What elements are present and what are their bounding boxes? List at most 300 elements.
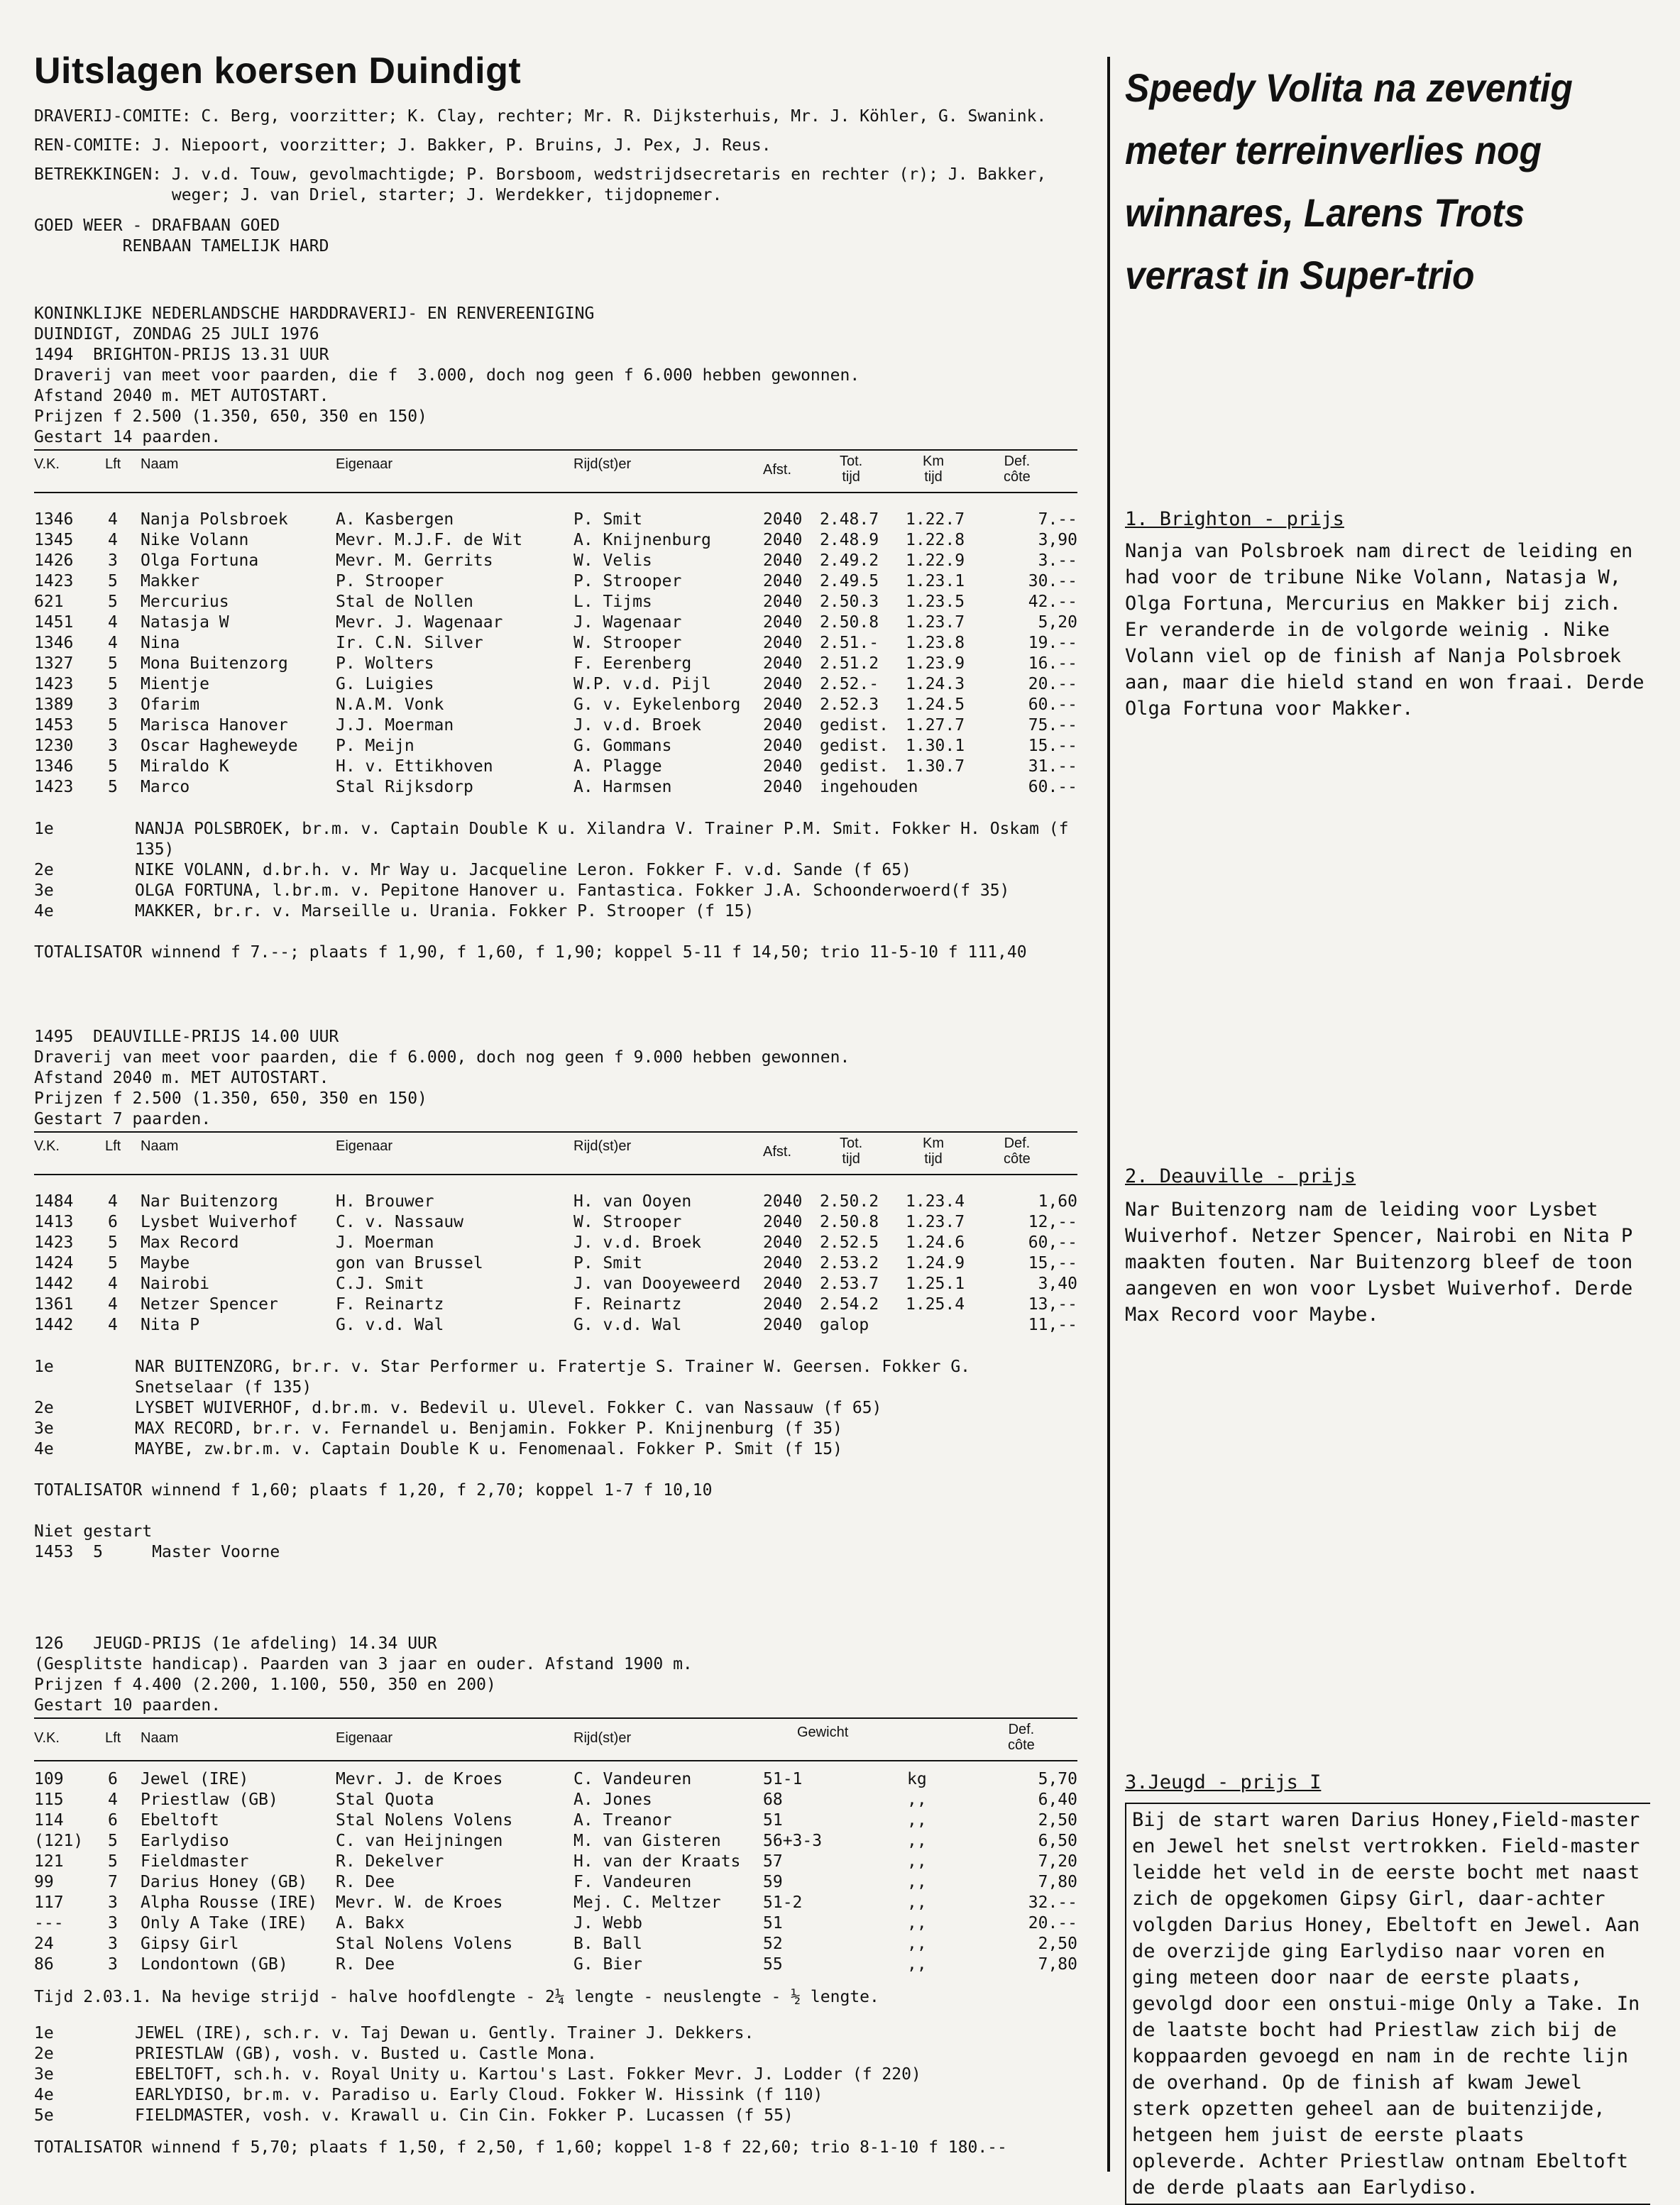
- cell-naam: Ebeltoft: [141, 1811, 219, 1830]
- cell-gewicht: 56+3-3: [763, 1832, 823, 1850]
- table-row: [34, 1935, 1092, 1955]
- cell-cote: 7,80: [1038, 1955, 1077, 1974]
- cell-vk: 86: [34, 1955, 54, 1974]
- cell-eigenaar: C.J. Smit: [336, 1275, 424, 1293]
- cell-cote: 19.--: [1028, 634, 1077, 652]
- cell-rijder: F. Reinartz: [573, 1295, 682, 1314]
- placing-row: [34, 819, 1092, 860]
- cell-gewicht: 59: [763, 1873, 783, 1891]
- cell-cote: 20.--: [1028, 675, 1077, 693]
- placing-text: MAKKER, br.r. v. Marseille u. Urania. Fokker P. Strooper (f 15): [135, 902, 754, 920]
- cell-km: 1.23.1: [906, 572, 965, 590]
- cell-tot: ingehouden: [820, 778, 918, 796]
- col-eigenaar: Eigenaar: [336, 456, 393, 472]
- cell-naam: Marisca Hanover: [141, 716, 288, 735]
- table-row: [34, 1811, 1092, 1832]
- meeting-line: DUINDIGT, ZONDAG 25 JULI 1976: [34, 325, 319, 343]
- cell-vk: 114: [34, 1811, 64, 1830]
- cell-gewicht: 51-2: [763, 1893, 803, 1912]
- placing-number: 5e: [34, 2106, 54, 2125]
- placing-text: EARLYDISO, br.m. v. Paradiso u. Early Cloud. Fokker W. Hissink (f 110): [135, 2086, 823, 2104]
- placing-text: NIKE VOLANN, d.br.h. v. Mr Way u. Jacqueline Leron. Fokker F. v.d. Sande (f 65): [135, 861, 911, 879]
- cell-lft: 4: [108, 1316, 118, 1334]
- cell-eigenaar: H. v. Ettikhoven: [336, 757, 493, 776]
- cell-tot: 2.50.2: [820, 1192, 879, 1211]
- cell-eigenaar: R. Dee: [336, 1955, 395, 1974]
- cell-cote: 7,20: [1038, 1852, 1077, 1871]
- placing-row: [34, 901, 1092, 922]
- race-jeugd: [34, 1634, 1092, 2158]
- cell-rijder: P. Strooper: [573, 572, 682, 590]
- cell-eigenaar: C. van Heijningen: [336, 1832, 503, 1850]
- report-heading-brighton: 1. Brighton - prijs: [1125, 508, 1344, 530]
- cell-rijder: F. Vandeuren: [573, 1873, 692, 1891]
- cell-eigenaar: N.A.M. Vonk: [336, 695, 444, 714]
- col-rijder: Rijd(st)er: [573, 456, 632, 472]
- cell-gewicht: 57: [763, 1852, 783, 1871]
- table-row: [34, 1316, 1092, 1336]
- race-header-line: 1495 DEAUVILLE-PRIJS 14.00 UUR: [34, 1028, 339, 1046]
- table-row: [34, 1914, 1092, 1935]
- cell-eigenaar: A. Kasbergen: [336, 510, 454, 529]
- column-divider: [1107, 57, 1110, 2172]
- col-vk: V.K.: [34, 1730, 60, 1746]
- race-header-line: (Gesplitste handicap). Paarden van 3 jaar en ouder. Afstand 1900 m.: [34, 1655, 693, 1673]
- race-deauville: [34, 1027, 1092, 1563]
- col-km: Km tijd: [923, 453, 944, 485]
- cell-afst: 2040: [763, 634, 803, 652]
- cell-lft: 5: [108, 593, 118, 611]
- cell-afst: 2040: [763, 654, 803, 673]
- cell-lft: 7: [108, 1873, 118, 1891]
- cell-lft: 6: [108, 1770, 118, 1788]
- race-header-line: Prijzen f 2.500 (1.350, 650, 350 en 150): [34, 407, 427, 426]
- cell-vk: 1451: [34, 613, 74, 632]
- cell-afst: 2040: [763, 716, 803, 735]
- headline-line: verrast in Super-trio: [1125, 253, 1475, 297]
- cell-cote: 60.--: [1028, 695, 1077, 714]
- cell-lft: 3: [108, 1935, 118, 1953]
- cell-naam: Gipsy Girl: [141, 1935, 239, 1953]
- cell-afst: 2040: [763, 613, 803, 632]
- cell-eigenaar: H. Brouwer: [336, 1192, 434, 1211]
- cell-naam: Natasja W: [141, 613, 229, 632]
- cell-naam: Darius Honey (GB): [141, 1873, 308, 1891]
- cell-afst: 2040: [763, 737, 803, 755]
- cell-naam: Alpha Rousse (IRE): [141, 1893, 318, 1912]
- report-heading-deauville: 2. Deauville - prijs: [1125, 1165, 1356, 1187]
- cell-km: 1.23.4: [906, 1192, 965, 1211]
- cell-afst: 2040: [763, 1295, 803, 1314]
- placing-number: 3e: [34, 881, 54, 900]
- cell-tot: gedist.: [820, 757, 889, 776]
- cell-naam: Priestlaw (GB): [141, 1791, 278, 1809]
- cell-tot: 2.52.3: [820, 695, 879, 714]
- race-header-line: Draverij van meet voor paarden, die f 6.000, doch nog geen f 9.000 hebben gewonnen.: [34, 1048, 850, 1067]
- cell-tot: gedist.: [820, 737, 889, 755]
- col-cote: Def. côte: [1008, 1722, 1035, 1753]
- cell-naam: Nanja Polsbroek: [141, 510, 288, 529]
- cell-vk: 1423: [34, 675, 74, 693]
- table-row: [34, 593, 1092, 613]
- cell-rijder: J. v.d. Broek: [573, 1233, 702, 1252]
- cell-cote: 7,80: [1038, 1873, 1077, 1891]
- cell-eigenaar: P. Meijn: [336, 737, 414, 755]
- col-eigenaar: Eigenaar: [336, 1730, 393, 1746]
- not-started-entry: 1453 5 Master Voorne: [34, 1543, 280, 1561]
- cell-vk: (121): [34, 1832, 84, 1850]
- cell-tot: 2.48.9: [820, 531, 879, 549]
- race-header-line: 1494 BRIGHTON-PRIJS 13.31 UUR: [34, 346, 329, 364]
- placing-number: 4e: [34, 2086, 54, 2104]
- cell-unit: ,,: [907, 1832, 927, 1850]
- cell-lft: 6: [108, 1213, 118, 1231]
- table-header: [34, 452, 1092, 490]
- cell-km: 1.23.9: [906, 654, 965, 673]
- race-header-line: Prijzen f 4.400 (2.200, 1.100, 550, 350 en 200): [34, 1676, 496, 1694]
- cell-km: 1.22.8: [906, 531, 965, 549]
- headline: [1125, 57, 1664, 307]
- cell-tot: 2.50.3: [820, 593, 879, 611]
- table-row: [34, 757, 1092, 778]
- cell-vk: 1424: [34, 1254, 74, 1272]
- placing-row: [34, 1398, 1092, 1419]
- race-header-line: Draverij van meet voor paarden, die f 3.000, doch nog geen f 6.000 hebben gewonnen.: [34, 366, 860, 385]
- cell-eigenaar: G. v.d. Wal: [336, 1316, 444, 1334]
- cell-km: 1.24.6: [906, 1233, 965, 1252]
- cell-tot: 2.51.-: [820, 634, 879, 652]
- placing-number: 1e: [34, 2024, 54, 2042]
- col-eigenaar: Eigenaar: [336, 1138, 393, 1154]
- cell-tot: 2.49.2: [820, 551, 879, 570]
- placing-row: [34, 2023, 1092, 2044]
- cell-rijder: W. Velis: [573, 551, 652, 570]
- table-row: [34, 613, 1092, 634]
- placing-text: MAYBE, zw.br.m. v. Captain Double K u. Fenomenaal. Fokker P. Smit (f 15): [135, 1440, 842, 1458]
- cell-lft: 3: [108, 551, 118, 570]
- col-naam: Naam: [141, 1730, 179, 1746]
- cell-rijder: G. Bier: [573, 1955, 642, 1974]
- cell-tot: 2.53.2: [820, 1254, 879, 1272]
- cell-lft: 3: [108, 1914, 118, 1932]
- table-row: [34, 1770, 1092, 1791]
- placing-row: [34, 1357, 1092, 1398]
- cell-eigenaar: Mevr. J. de Kroes: [336, 1770, 503, 1788]
- cell-afst: 2040: [763, 1213, 803, 1231]
- cell-km: 1.22.7: [906, 510, 965, 529]
- officials-line: REN-COMITE: J. Niepoort, voorzitter; J. Bakker, P. Bruins, J. Pex, J. Reus.: [34, 136, 772, 155]
- placing-text: NANJA POLSBROEK, br.m. v. Captain Double K u. Xilandra V. Trainer P.M. Smit. Fokker H. Oskam (f 135): [135, 820, 1079, 859]
- cell-lft: 5: [108, 1832, 118, 1850]
- table-header: [34, 1134, 1092, 1172]
- cell-rijder: F. Eerenberg: [573, 654, 692, 673]
- cell-vk: 1453: [34, 716, 74, 735]
- cell-tot: 2.54.2: [820, 1295, 879, 1314]
- cell-km: 1.30.7: [906, 757, 965, 776]
- table-row: [34, 1873, 1092, 1893]
- totalisator: TOTALISATOR winnend f 5,70; plaats f 1,50, f 2,50, f 1,60; koppel 1-8 f 22,60; trio 8-1-10 f 180.--: [34, 2138, 1007, 2157]
- cell-afst: 2040: [763, 1316, 803, 1334]
- report-text-brighton: Nanja van Polsbroek nam direct de leiding en had voor de tribune Nike Volann, Natasja W, Olga Fortuna, Mercurius en Makker bij zich. Er veranderde in de volgorde weinig . Nike Volann viel op de finish af Nanja Polsbroek aan, maar die hield stand en won fraai. Derde Olga Fortuna voor Makker.: [1125, 540, 1645, 720]
- placing-row: [34, 881, 1092, 901]
- table-row: [34, 1213, 1092, 1233]
- table-row: [34, 716, 1092, 737]
- results-column: [34, 50, 1092, 2179]
- cell-rijder: A. Jones: [573, 1791, 652, 1809]
- cell-lft: 4: [108, 613, 118, 632]
- cell-lft: 5: [108, 1254, 118, 1272]
- race-header-line: Gestart 7 paarden.: [34, 1110, 212, 1128]
- cell-tot: 2.52.5: [820, 1233, 879, 1252]
- cell-naam: Fieldmaster: [141, 1852, 249, 1871]
- cell-afst: 2040: [763, 572, 803, 590]
- cell-lft: 4: [108, 1791, 118, 1809]
- cell-vk: 1389: [34, 695, 74, 714]
- cell-unit: ,,: [907, 1955, 927, 1974]
- col-afst: Afst.: [763, 462, 792, 478]
- placing-row: [34, 2106, 1092, 2126]
- cell-rijder: L. Tijms: [573, 593, 652, 611]
- cell-naam: Oscar Hagheweyde: [141, 737, 298, 755]
- cell-unit: ,,: [907, 1791, 927, 1809]
- cell-unit: ,,: [907, 1914, 927, 1932]
- placing-text: PRIESTLAW (GB), vosh. v. Busted u. Castle Mona.: [135, 2045, 597, 2063]
- cell-lft: 5: [108, 654, 118, 673]
- cell-rijder: A. Harmsen: [573, 778, 672, 796]
- cell-vk: 1426: [34, 551, 74, 570]
- cell-cote: 3,40: [1038, 1275, 1077, 1293]
- cell-cote: 32.--: [1028, 1893, 1077, 1912]
- cell-km: 1.23.7: [906, 1213, 965, 1231]
- cell-vk: 109: [34, 1770, 64, 1788]
- table-row: [34, 1275, 1092, 1295]
- headline-line: Speedy Volita na zeventig: [1125, 65, 1573, 110]
- cell-tot: 2.53.7: [820, 1275, 879, 1293]
- cell-naam: Only A Take (IRE): [141, 1914, 308, 1932]
- cell-afst: 2040: [763, 593, 803, 611]
- cell-unit: ,,: [907, 1935, 927, 1953]
- cell-eigenaar: Mevr. W. de Kroes: [336, 1893, 503, 1912]
- cell-naam: Earlydiso: [141, 1832, 229, 1850]
- cell-vk: 1413: [34, 1213, 74, 1231]
- cell-eigenaar: R. Dekelver: [336, 1852, 444, 1871]
- cell-tot: galop: [820, 1316, 869, 1334]
- cell-naam: Nike Volann: [141, 531, 249, 549]
- cell-eigenaar: gon van Brussel: [336, 1254, 483, 1272]
- cell-tot: 2.52.-: [820, 675, 879, 693]
- cell-naam: Makker: [141, 572, 200, 590]
- cell-unit: ,,: [907, 1852, 927, 1871]
- cell-vk: 1361: [34, 1295, 74, 1314]
- cell-vk: 1423: [34, 778, 74, 796]
- table-row: [34, 1192, 1092, 1213]
- cell-cote: 16.--: [1028, 654, 1077, 673]
- cell-afst: 2040: [763, 675, 803, 693]
- table-row: [34, 1955, 1092, 1976]
- col-naam: Naam: [141, 456, 179, 472]
- table-row: [34, 778, 1092, 798]
- cell-eigenaar: P. Wolters: [336, 654, 434, 673]
- cell-vk: 1327: [34, 654, 74, 673]
- cell-vk: 1484: [34, 1192, 74, 1211]
- table-row: [34, 1233, 1092, 1254]
- col-gewicht: Gewicht: [797, 1725, 849, 1740]
- race-time: Tijd 2.03.1. Na hevige strijd - halve hoofdlengte - 2¼ lengte - neuslengte - ½ lengte.: [34, 1988, 879, 2006]
- cell-tot: 2.50.8: [820, 613, 879, 632]
- cell-afst: 2040: [763, 1192, 803, 1211]
- cell-lft: 3: [108, 1893, 118, 1912]
- cell-km: 1.23.7: [906, 613, 965, 632]
- cell-naam: Miraldo K: [141, 757, 229, 776]
- cell-vk: 117: [34, 1893, 64, 1912]
- cell-rijder: W. Strooper: [573, 1213, 682, 1231]
- cell-afst: 2040: [763, 778, 803, 796]
- cell-afst: 2040: [763, 695, 803, 714]
- cell-naam: Nita P: [141, 1316, 200, 1334]
- race-header-line: Prijzen f 2.500 (1.350, 650, 350 en 150): [34, 1089, 427, 1108]
- race-header-line: 126 JEUGD-PRIJS (1e afdeling) 14.34 UUR: [34, 1634, 437, 1653]
- placing-text: NAR BUITENZORG, br.r. v. Star Performer u. Fratertje S. Trainer W. Geersen. Fokker G. Snetselaar (f 135): [135, 1358, 980, 1397]
- cell-cote: 5,70: [1038, 1770, 1077, 1788]
- cell-lft: 3: [108, 1955, 118, 1974]
- col-vk: V.K.: [34, 456, 60, 472]
- cell-cote: 60.--: [1028, 778, 1077, 796]
- cell-rijder: P. Smit: [573, 1254, 642, 1272]
- cell-afst: 2040: [763, 1275, 803, 1293]
- cell-cote: 20.--: [1028, 1914, 1077, 1932]
- cell-km: 1.27.7: [906, 716, 965, 735]
- report-column: [1125, 57, 1664, 2199]
- cell-lft: 5: [108, 1852, 118, 1871]
- cell-cote: 11,--: [1028, 1316, 1077, 1334]
- placing-text: OLGA FORTUNA, l.br.m. v. Pepitone Hanover u. Fantastica. Fokker J.A. Schoonderwoerd(f 35): [135, 881, 1010, 900]
- cell-cote: 15,--: [1028, 1254, 1077, 1272]
- cell-eigenaar: Stal Nolens Volens: [336, 1811, 513, 1830]
- report-text-jeugd: Bij de start waren Darius Honey,Field-master en Jewel het snelst vertrokken. Field-master leidde het veld in de eerste bocht met naast zich de opgekomen Gipsy Girl, daar-achter volgden Darius Honey, Ebeltoft en Jewel. Aan de overzijde ging Earlydiso naar voren en ging meteen door naar de eerste plaats, gevolgd door een onstui-mige Only a Take. In de laatste bocht had Priestlaw zich bij de koppaarden gevoegd en nam in de rechte lijn de overhand. Op de finish af kwam Jewel sterk opzetten geheel aan de buitenzijde, hetgeen hem juist de eerste plaats opleverde. Achter Priestlaw ontnam Ebeltoft de derde plaats aan Earlydiso.: [1125, 1803, 1650, 2205]
- headline-line: meter terreinverlies nog: [1125, 128, 1542, 172]
- cell-cote: 75.--: [1028, 716, 1077, 735]
- cell-cote: 30.--: [1028, 572, 1077, 590]
- placing-number: 2e: [34, 2045, 54, 2063]
- cell-rijder: J. v.d. Broek: [573, 716, 702, 735]
- cell-naam: Mientje: [141, 675, 209, 693]
- cell-lft: 5: [108, 1233, 118, 1252]
- cell-cote: 5,20: [1038, 613, 1077, 632]
- placing-text: FIELDMASTER, vosh. v. Krawall u. Cin Cin. Fokker P. Lucassen (f 55): [135, 2106, 794, 2125]
- cell-afst: 2040: [763, 757, 803, 776]
- placing-number: 1e: [34, 1358, 54, 1376]
- cell-afst: 2040: [763, 531, 803, 549]
- placing-row: [34, 1439, 1092, 1460]
- table-row: [34, 1254, 1092, 1275]
- placing-row: [34, 2085, 1092, 2106]
- cell-naam: Ofarim: [141, 695, 200, 714]
- meeting-line: KONINKLIJKE NEDERLANDSCHE HARDDRAVERIJ- EN RENVEREENIGING: [34, 304, 595, 323]
- cell-eigenaar: Mevr. M.J.F. de Wit: [336, 531, 523, 549]
- cell-cote: 6,40: [1038, 1791, 1077, 1809]
- cell-naam: Nina: [141, 634, 180, 652]
- cell-rijder: H. van der Kraats: [573, 1852, 741, 1871]
- table-row: [34, 737, 1092, 757]
- cell-rijder: W.P. v.d. Pijl: [573, 675, 711, 693]
- placing-row: [34, 2064, 1092, 2085]
- table-row: [34, 551, 1092, 572]
- placing-row: [34, 860, 1092, 881]
- cell-lft: 4: [108, 531, 118, 549]
- cell-rijder: H. van Ooyen: [573, 1192, 692, 1211]
- report-heading-jeugd: 3.Jeugd - prijs I: [1125, 1771, 1322, 1793]
- placing-number: 4e: [34, 902, 54, 920]
- report-text-deauville: Nar Buitenzorg nam de leiding voor Lysbet Wuiverhof. Netzer Spencer, Nairobi en Nita P maakten fouten. Nar Buitenzorg bleef de toon aangeven en won voor Lysbet Wuiverhof. Derde Max Record voor Maybe.: [1125, 1199, 1633, 1326]
- col-rijder: Rijd(st)er: [573, 1138, 632, 1154]
- cell-naam: Mona Buitenzorg: [141, 654, 288, 673]
- cell-lft: 4: [108, 1275, 118, 1293]
- table-row: [34, 1832, 1092, 1852]
- cell-lft: 4: [108, 1192, 118, 1211]
- cell-lft: 5: [108, 572, 118, 590]
- cell-vk: 621: [34, 593, 64, 611]
- cell-naam: Maybe: [141, 1254, 190, 1272]
- cell-vk: 1442: [34, 1316, 74, 1334]
- cell-vk: 1346: [34, 634, 74, 652]
- cell-cote: 3,90: [1038, 531, 1077, 549]
- cell-gewicht: 55: [763, 1955, 783, 1974]
- cell-km: 1.25.1: [906, 1275, 965, 1293]
- col-rijder: Rijd(st)er: [573, 1730, 632, 1746]
- cell-rijder: A. Treanor: [573, 1811, 672, 1830]
- cell-vk: 1442: [34, 1275, 74, 1293]
- cell-vk: 1423: [34, 1233, 74, 1252]
- cell-vk: 99: [34, 1873, 54, 1891]
- cell-rijder: C. Vandeuren: [573, 1770, 692, 1788]
- col-km: Km tijd: [923, 1136, 944, 1167]
- cell-tot: 2.51.2: [820, 654, 879, 673]
- cell-vk: 121: [34, 1852, 64, 1871]
- cell-naam: Lysbet Wuiverhof: [141, 1213, 298, 1231]
- cell-rijder: G. Gommans: [573, 737, 672, 755]
- table-header: [34, 1720, 1092, 1759]
- cell-lft: 5: [108, 675, 118, 693]
- cell-unit: kg: [907, 1770, 927, 1788]
- cell-rijder: A. Knijnenburg: [573, 531, 711, 549]
- cell-afst: 2040: [763, 510, 803, 529]
- cell-eigenaar: Stal de Nollen: [336, 593, 473, 611]
- cell-naam: Londontown (GB): [141, 1955, 288, 1974]
- cell-tot: 2.50.8: [820, 1213, 879, 1231]
- cell-tot: 2.49.5: [820, 572, 879, 590]
- cell-km: 1.25.4: [906, 1295, 965, 1314]
- placing-text: JEWEL (IRE), sch.r. v. Taj Dewan u. Gently. Trainer J. Dekkers.: [135, 2024, 754, 2042]
- cell-cote: 7.--: [1038, 510, 1077, 529]
- headline-line: winnares, Larens Trots: [1125, 190, 1525, 235]
- placing-text: MAX RECORD, br.r. v. Fernandel u. Benjamin. Fokker P. Knijnenburg (f 35): [135, 1419, 842, 1438]
- cell-cote: 42.--: [1028, 593, 1077, 611]
- cell-naam: Jewel (IRE): [141, 1770, 249, 1788]
- table-row: [34, 1852, 1092, 1873]
- cell-eigenaar: Mevr. J. Wagenaar: [336, 613, 503, 632]
- cell-rijder: J. Webb: [573, 1914, 642, 1932]
- col-tot: Tot. tijd: [840, 453, 863, 485]
- table-row: [34, 572, 1092, 593]
- placing-text: EBELTOFT, sch.h. v. Royal Unity u. Kartou's Last. Fokker Mevr. J. Lodder (f 220): [135, 2065, 921, 2084]
- cell-vk: ---: [34, 1914, 64, 1932]
- cell-unit: ,,: [907, 1811, 927, 1830]
- totalisator: TOTALISATOR winnend f 1,60; plaats f 1,20, f 2,70; koppel 1-7 f 10,10: [34, 1481, 713, 1500]
- page-title: Uitslagen koersen Duindigt: [34, 50, 522, 92]
- col-lft: Lft: [105, 456, 121, 472]
- cell-gewicht: 51: [763, 1914, 783, 1932]
- cell-km: 1.30.1: [906, 737, 965, 755]
